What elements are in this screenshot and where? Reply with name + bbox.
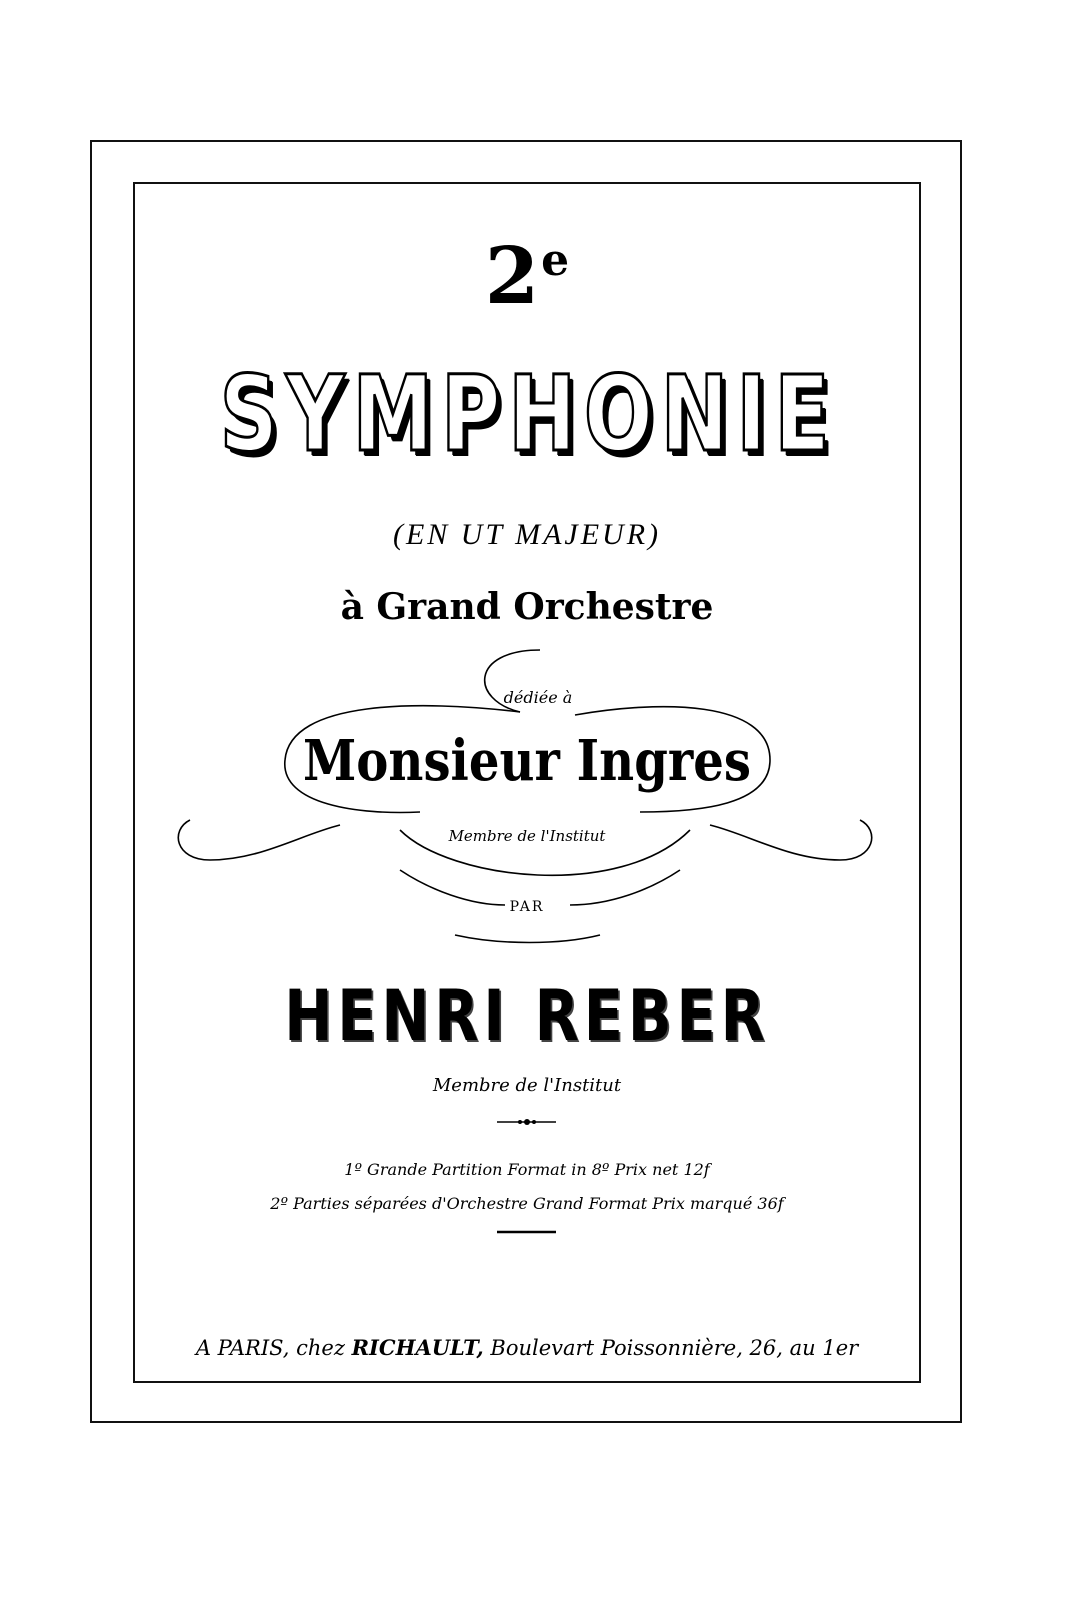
edition-line-2: 2º Parties séparées d'Orchestre Grand Format Prix marqué 36f — [270, 1194, 784, 1213]
edition-line-1: 1º Grande Partition Format in 8º Prix net 12f — [344, 1160, 710, 1179]
key-subtitle: (EN UT MAJEUR) — [392, 518, 662, 551]
dedicatee-name: Monsieur Ingres — [302, 728, 752, 794]
publisher-prefix: A PARIS, chez — [195, 1336, 345, 1360]
dedicatee-note: Membre de l'Institut — [448, 827, 606, 845]
publisher-address: Boulevart Poissonnière, 26, au 1er — [490, 1336, 859, 1360]
composer-name: HENRI REBER — [284, 975, 770, 1057]
composer-note: Membre de l'Institut — [432, 1075, 622, 1096]
publisher-line — [133, 1335, 921, 1360]
symphony-number: 2e — [484, 231, 570, 322]
publisher-name: RICHAULT, — [351, 1335, 484, 1360]
dedication-prefix: dédiée à — [503, 688, 573, 707]
title: SYMPHONIE — [219, 353, 838, 475]
by-label: PAR — [509, 899, 545, 915]
orchestra-line: à Grand Orchestre — [340, 586, 714, 628]
